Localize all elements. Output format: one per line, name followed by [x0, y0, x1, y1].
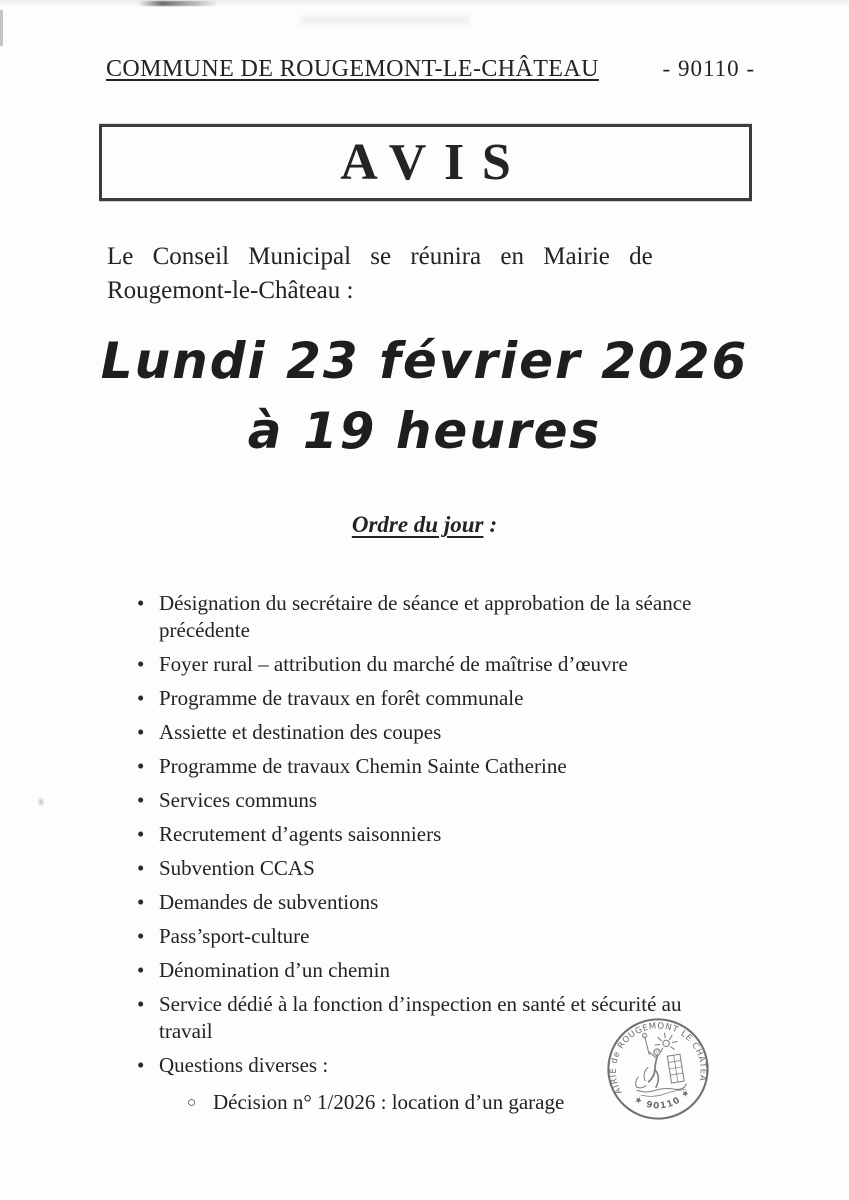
agenda-item: • Services communs — [135, 787, 720, 814]
agenda-subitem: ○ Décision n° 1/2026 : location d’un garage — [135, 1089, 720, 1116]
postal-code: - 90110 - — [662, 56, 755, 81]
scan-artifact — [300, 16, 470, 25]
notice-title: AVIS — [340, 134, 529, 191]
stamp-ring-text: MAIRIE de ROUGEMONT LE CHATEAU — [593, 1013, 709, 1097]
intro-line-1: Le Conseil Municipal se réunira en Mairie de — [107, 243, 653, 270]
stamp-seal-icon — [594, 1005, 722, 1133]
agenda-heading — [0, 512, 849, 538]
agenda-item: • Foyer rural – attribution du marché de maîtrise d’œuvre — [135, 651, 720, 678]
agenda-item: • Subvention CCAS — [135, 855, 720, 882]
agenda-item: • Questions diverses : — [135, 1052, 720, 1079]
commune-name: COMMUNE DE ROUGEMONT-LE-CHÂTEAU — [106, 56, 599, 82]
scan-artifact — [138, 1, 218, 6]
intro-paragraph — [107, 240, 757, 308]
stamp-code-text: ★ 90110 ★ — [632, 1086, 694, 1112]
agenda-heading-label: Ordre du jour — [351, 512, 484, 537]
agenda-item: • Recrutement d’agents saisonniers — [135, 821, 720, 848]
scan-artifact — [37, 797, 45, 807]
agenda-item: • Assiette et destination des coupes — [135, 719, 720, 746]
municipal-stamp — [594, 1005, 722, 1133]
meeting-date: Lundi 23 février 2026 — [100, 332, 749, 390]
stamp-emblem-icon — [628, 1028, 687, 1099]
meeting-datetime — [0, 326, 849, 466]
meeting-time: à 19 heures — [247, 402, 602, 460]
agenda-item: • Désignation du secrétaire de séance et approbation de la séance précédente — [135, 590, 720, 644]
agenda-item: • Dénomination d’un chemin — [135, 957, 720, 984]
agenda-item: • Programme de travaux en forêt communale — [135, 685, 720, 712]
agenda-heading-colon: : — [489, 512, 498, 537]
agenda-item: • Pass’sport-culture — [135, 923, 720, 950]
intro-line-2: Rougemont-le-Château : — [107, 277, 354, 304]
agenda-item: • Demandes de subventions — [135, 889, 720, 916]
agenda-item: • Service dédié à la fonction d’inspection en santé et sécurité au travail — [135, 991, 720, 1045]
scan-artifact — [0, 10, 3, 46]
agenda-item: • Programme de travaux Chemin Sainte Catherine — [135, 753, 720, 780]
notice-title-box — [99, 124, 752, 201]
document-header — [106, 56, 755, 83]
